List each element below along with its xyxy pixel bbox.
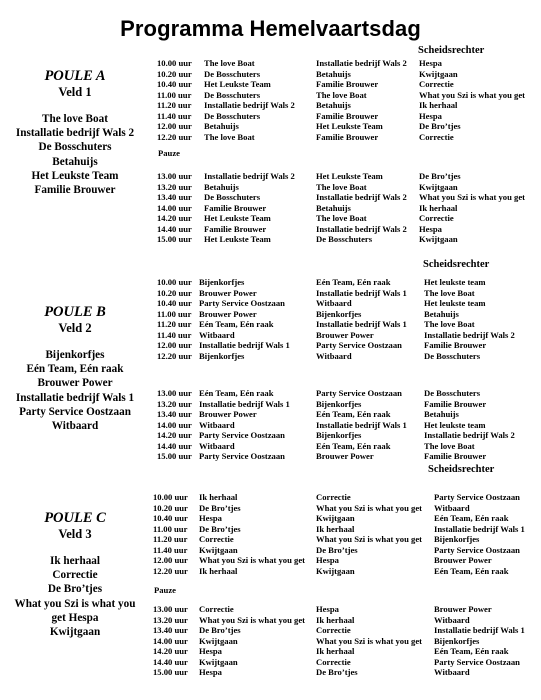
match-time: 10.00 uur [153, 492, 188, 502]
match-time: 14.40 uur [157, 223, 192, 234]
match-away-team: Installatie bedrijf Wals 1 [316, 319, 407, 329]
match-away-team: De Bro’tjes [316, 667, 358, 677]
match-away-team: Installatie bedrijf Wals 2 [316, 192, 407, 202]
match-away-team: Familie Brouwer [316, 110, 379, 121]
match-referee: Kwijtgaan [419, 234, 458, 244]
match-time: 11.00 uur [157, 89, 192, 100]
match-home-team: Eén Team, Eén raak [199, 319, 274, 329]
match-home-team: What you Szi is what you get [199, 555, 305, 565]
match-time: 15.00 uur [153, 667, 188, 677]
match-away-team: Betahuijs [316, 202, 351, 213]
match-home-team: The love Boat [204, 58, 255, 68]
match-away-team: Bijenkorfjes [316, 308, 362, 319]
match-referee: Het leukste team [424, 419, 486, 430]
match-referee: Eén Team, Eén raak [434, 513, 509, 523]
poule-name: POULE A [44, 68, 106, 84]
match-referee: De Bosschuters [424, 388, 481, 398]
match-away-team: Installatie bedrijf Wals 2 [316, 58, 407, 68]
team-name: The love Boat [42, 113, 108, 125]
match-home-team: De Bro’tjes [199, 523, 241, 534]
pause-label: Pauze [158, 148, 180, 158]
match-home-team: Installatie bedrijf Wals 1 [199, 398, 290, 409]
match-referee: Familie Brouwer [424, 451, 487, 461]
match-away-team: Witbaard [316, 350, 352, 361]
match-away-team: Familie Brouwer [316, 131, 379, 142]
match-away-team: Familie Brouwer [316, 79, 379, 89]
match-time: 14.00 uur [157, 419, 192, 430]
match-referee: Bijenkorfjes [434, 534, 480, 544]
team-name: De Bosschuters [38, 141, 112, 154]
match-referee: Ik herhaal [419, 100, 458, 110]
match-home-team: De Bosschuters [204, 68, 261, 79]
referee-header: Scheidsrechter [418, 45, 485, 56]
team-name: Het Leukste Team [31, 169, 119, 182]
match-away-team: Ik herhaal [316, 523, 355, 534]
match-time: 12.00 uur [157, 340, 192, 350]
match-away-team: Party Service Oostzaan [316, 340, 402, 350]
match-away-team: The love Boat [316, 89, 367, 100]
match-referee: Witbaard [434, 614, 470, 625]
match-away-team: Installatie bedrijf Wals 2 [316, 223, 407, 234]
match-away-team: Correctie [316, 492, 351, 502]
match-home-team: Kwijtgaan [199, 635, 238, 646]
match-time: 13.40 uur [153, 625, 188, 635]
team-name: Kwijtgaan [49, 626, 101, 639]
match-time: 13.20 uur [157, 181, 192, 192]
page-title: Programma Hemelvaartsdag [120, 16, 421, 41]
match-home-team: Familie Brouwer [204, 202, 267, 213]
team-name: Betahuijs [52, 155, 98, 168]
match-time: 11.40 uur [157, 110, 192, 121]
match-time: 10.20 uur [157, 287, 192, 298]
match-referee: Betahuijs [424, 409, 459, 419]
match-home-team: Witbaard [199, 419, 235, 430]
match-referee: Installatie bedrijf Wals 1 [434, 523, 525, 534]
match-home-team: Kwijtgaan [199, 544, 238, 555]
match-home-team: Ik herhaal [199, 492, 238, 502]
match-away-team: Betahuijs [316, 68, 351, 79]
match-referee: Hespa [419, 223, 442, 234]
match-time: 11.20 uur [157, 100, 192, 110]
match-away-team: Installatie bedrijf Wals 1 [316, 287, 407, 298]
match-referee: What you Szi is what you get [419, 89, 525, 100]
match-home-team: Betahuijs [204, 181, 239, 192]
team-name: Bijenkorfjes [45, 349, 105, 361]
team-name: Witbaard [51, 420, 99, 433]
match-away-team: Bijenkorfjes [316, 430, 362, 440]
match-away-team: Hespa [316, 604, 339, 614]
match-away-team: Brouwer Power [316, 451, 374, 461]
match-away-team: Installatie bedrijf Wals 1 [316, 419, 407, 430]
team-name: Installatie bedrijf Wals 2 [15, 127, 135, 140]
referee-header: Scheidsrechter [423, 259, 490, 270]
match-away-team: Kwijtgaan [316, 513, 355, 523]
match-time: 14.40 uur [157, 440, 192, 451]
match-away-team: Eén Team, Eén raak [316, 409, 391, 419]
match-time: 10.40 uur [157, 79, 192, 89]
match-away-team: Witbaard [316, 298, 352, 308]
match-time: 11.40 uur [153, 544, 188, 555]
match-away-team: Ik herhaal [316, 614, 355, 625]
match-home-team: Kwijtgaan [199, 656, 238, 667]
match-home-team: Familie Brouwer [204, 223, 267, 234]
match-home-team: Betahuijs [204, 121, 239, 131]
match-home-team: Brouwer Power [199, 409, 257, 419]
match-time: 14.20 uur [157, 430, 192, 440]
match-time: 13.00 uur [153, 604, 188, 614]
match-away-team: Correctie [316, 625, 351, 635]
match-home-team: Het Leukste Team [204, 213, 271, 223]
pause-label: Pauze [154, 585, 176, 595]
team-name: Familie Brouwer [34, 184, 116, 197]
match-home-team: Party Service Oostzaan [199, 298, 285, 308]
match-referee: De Bro’tjes [419, 171, 461, 181]
match-away-team: Hespa [316, 555, 339, 565]
match-referee: Betahuijs [424, 308, 459, 319]
match-time: 11.00 uur [153, 523, 188, 534]
match-home-team: De Bosschuters [204, 110, 261, 121]
match-home-team: Brouwer Power [199, 287, 257, 298]
match-referee: De Bro’tjes [419, 121, 461, 131]
team-name: Correctie [52, 569, 98, 582]
poule-name: POULE C [44, 510, 106, 526]
match-referee: Brouwer Power [434, 604, 492, 614]
match-time: 10.00 uur [157, 277, 192, 287]
match-home-team: Brouwer Power [199, 308, 257, 319]
match-away-team: What you Szi is what you get [316, 502, 422, 513]
match-home-team: Eén Team, Eén raak [199, 388, 274, 398]
match-time: 13.20 uur [153, 614, 188, 625]
match-referee: Installatie bedrijf Wals 2 [424, 430, 515, 440]
referee-header: Scheidsrechter [428, 464, 495, 475]
poule-field: Veld 2 [58, 321, 92, 335]
match-home-team: What you Szi is what you get [199, 614, 305, 625]
match-away-team: What you Szi is what you get [316, 534, 422, 544]
match-home-team: De Bosschuters [204, 192, 261, 202]
match-time: 15.00 uur [157, 451, 192, 461]
match-away-team: Kwijtgaan [316, 565, 355, 576]
match-time: 12.20 uur [157, 350, 192, 361]
match-referee: Party Service Oostzaan [434, 544, 520, 555]
match-home-team: De Bro’tjes [199, 625, 241, 635]
match-referee: Correctie [419, 131, 454, 142]
match-away-team: Betahuijs [316, 100, 351, 110]
match-referee: The love Boat [424, 319, 475, 329]
match-referee: Familie Brouwer [424, 340, 487, 350]
match-home-team: Bijenkorfjes [199, 350, 245, 361]
poule-teams [0, 112, 150, 197]
match-home-team: De Bosschuters [204, 89, 261, 100]
match-home-team: Installatie bedrijf Wals 1 [199, 340, 290, 350]
match-home-team: Installatie bedrijf Wals 2 [204, 171, 295, 181]
poule-teams [0, 554, 150, 639]
match-home-team: Witbaard [199, 440, 235, 451]
match-referee: Hespa [419, 110, 442, 121]
match-home-team: Hespa [199, 513, 222, 523]
match-away-team: De Bro’tjes [316, 544, 358, 555]
match-home-team: Correctie [199, 534, 234, 544]
match-away-team: Het Leukste Team [316, 171, 383, 181]
match-home-team: Witbaard [199, 329, 235, 340]
match-away-team: What you Szi is what you get [316, 635, 422, 646]
match-away-team: The love Boat [316, 213, 367, 223]
match-referee: De Bosschuters [424, 350, 481, 361]
match-away-team: De Bosschuters [316, 234, 373, 244]
team-name: Party Service Oostzaan [19, 405, 131, 418]
match-time: 14.40 uur [153, 656, 188, 667]
match-away-team: Bijenkorfjes [316, 398, 362, 409]
poule-a-info [0, 69, 150, 197]
match-home-team: Hespa [199, 646, 222, 656]
match-referee: Brouwer Power [434, 555, 492, 565]
team-name: Eén Team, Eén raak [26, 363, 124, 376]
poule-c-info [0, 511, 150, 639]
team-name: De Bro’tjes [47, 583, 103, 596]
match-time: 10.20 uur [153, 502, 188, 513]
match-time: 12.00 uur [157, 121, 192, 131]
match-referee: Bijenkorfjes [434, 635, 480, 646]
match-home-team: Het Leukste Team [204, 79, 271, 89]
match-home-team: Het Leukste Team [204, 234, 271, 244]
match-away-team: Party Service Oostzaan [316, 388, 402, 398]
match-referee: Het leukste team [424, 277, 486, 287]
match-referee: Installatie bedrijf Wals 1 [434, 625, 525, 635]
team-name: Brouwer Power [37, 377, 113, 390]
match-away-team: The love Boat [316, 181, 367, 192]
match-home-team: Hespa [199, 667, 222, 677]
match-time: 13.00 uur [157, 171, 192, 181]
match-referee: Ik herhaal [419, 202, 458, 213]
poule-b-info [0, 305, 150, 433]
match-referee: Eén Team, Eén raak [434, 565, 509, 576]
match-away-team: Correctie [316, 656, 351, 667]
poule-teams [0, 348, 150, 433]
match-referee: Kwijtgaan [419, 181, 458, 192]
match-time: 13.00 uur [157, 388, 192, 398]
team-name: get Hespa [51, 611, 99, 624]
match-home-team: Party Service Oostzaan [199, 430, 285, 440]
match-away-team: Het Leukste Team [316, 121, 383, 131]
match-time: 11.00 uur [157, 308, 192, 319]
match-time: 10.00 uur [157, 58, 192, 68]
match-home-team: Correctie [199, 604, 234, 614]
match-time: 13.20 uur [157, 398, 192, 409]
match-away-team: Brouwer Power [316, 329, 374, 340]
match-time: 13.40 uur [157, 192, 192, 202]
match-away-team: Eén Team, Eén raak [316, 440, 391, 451]
match-time: 11.40 uur [157, 329, 192, 340]
match-home-team: Party Service Oostzaan [199, 451, 285, 461]
team-name: What you Szi is what you [14, 597, 136, 610]
match-time: 10.20 uur [157, 68, 192, 79]
poule-name: POULE B [44, 304, 106, 320]
team-name: Ik herhaal [49, 555, 101, 567]
match-away-team: Ik herhaal [316, 646, 355, 656]
match-time: 11.20 uur [153, 534, 188, 544]
poule-field: Veld 3 [58, 527, 92, 541]
match-referee: The love Boat [424, 287, 475, 298]
match-time: 10.40 uur [157, 298, 192, 308]
match-referee: Correctie [419, 213, 454, 223]
match-time: 15.00 uur [157, 234, 192, 244]
match-home-team: The love Boat [204, 131, 255, 142]
match-referee: Party Service Oostzaan [434, 656, 520, 667]
match-home-team: De Bro’tjes [199, 502, 241, 513]
match-referee: Installatie bedrijf Wals 2 [424, 329, 515, 340]
match-referee: Eén Team, Eén raak [434, 646, 509, 656]
match-time: 12.20 uur [153, 565, 188, 576]
match-time: 13.40 uur [157, 409, 192, 419]
match-time: 11.20 uur [157, 319, 192, 329]
match-referee: What you Szi is what you get [419, 192, 525, 202]
match-time: 14.20 uur [157, 213, 192, 223]
match-time: 12.00 uur [153, 555, 188, 565]
match-home-team: Installatie bedrijf Wals 2 [204, 100, 295, 110]
match-referee: Witbaard [434, 667, 470, 677]
match-referee: Kwijtgaan [419, 68, 458, 79]
match-referee: Correctie [419, 79, 454, 89]
match-time: 14.00 uur [157, 202, 192, 213]
match-referee: Hespa [419, 58, 442, 68]
team-name: Installatie bedrijf Wals 1 [15, 391, 135, 404]
match-referee: Witbaard [434, 502, 470, 513]
poule-field: Veld 1 [58, 85, 92, 99]
match-time: 10.40 uur [153, 513, 188, 523]
match-time: 12.20 uur [157, 131, 192, 142]
match-away-team: Eén Team, Eén raak [316, 277, 391, 287]
match-home-team: Ik herhaal [199, 565, 238, 576]
match-referee: Familie Brouwer [424, 398, 487, 409]
match-time: 14.20 uur [153, 646, 188, 656]
match-referee: Party Service Oostzaan [434, 492, 520, 502]
match-referee: The love Boat [424, 440, 475, 451]
match-home-team: Bijenkorfjes [199, 277, 245, 287]
match-time: 14.00 uur [153, 635, 188, 646]
match-referee: Het leukste team [424, 298, 486, 308]
